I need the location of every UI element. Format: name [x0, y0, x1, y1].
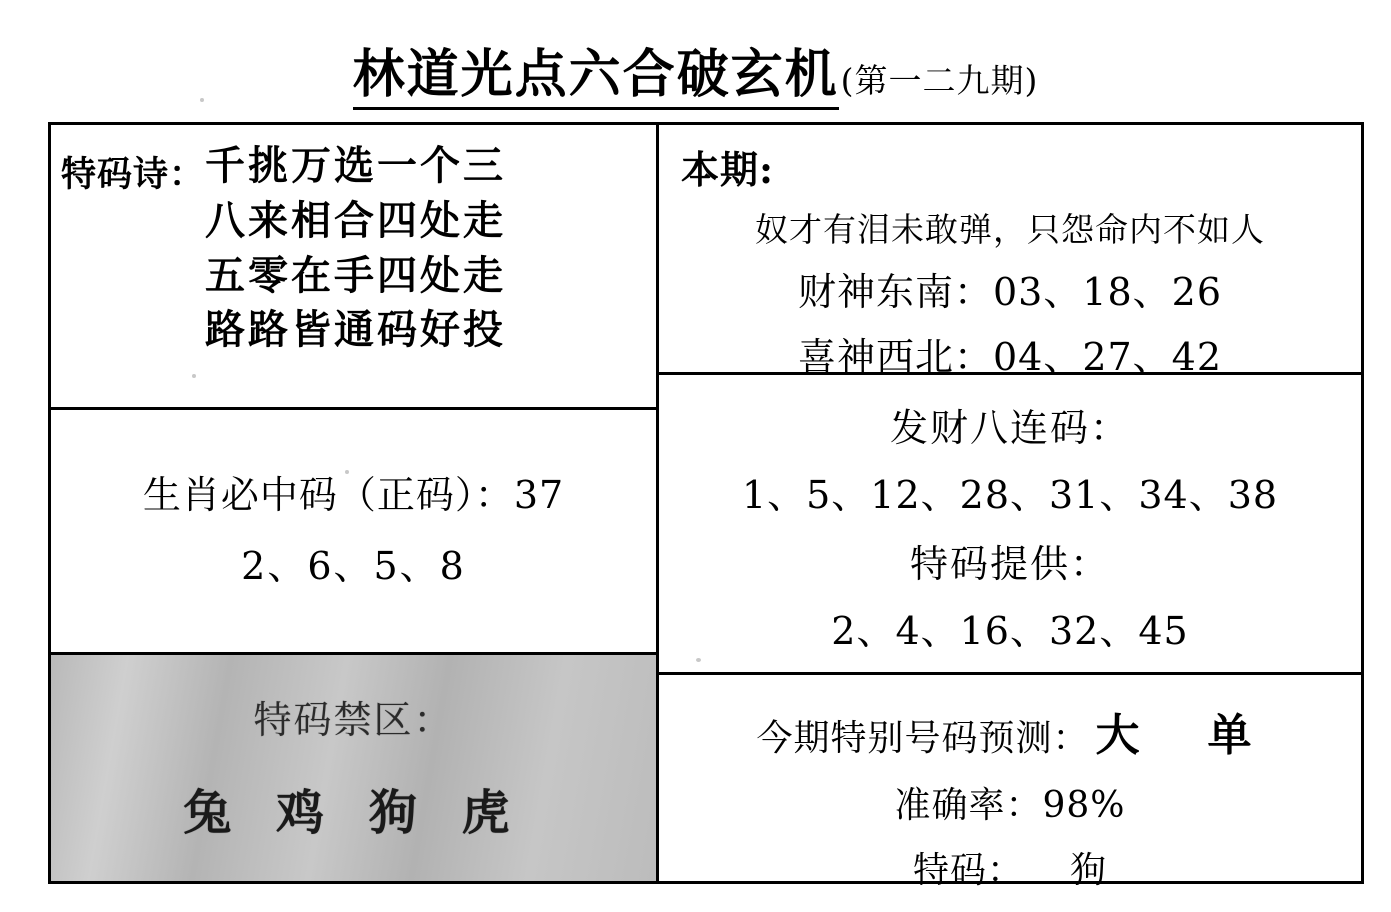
- lucky-numbers-cell: [659, 375, 1361, 675]
- zodiac-numbers: 2、6、5、8: [241, 544, 466, 588]
- special-code-value: 狗: [1070, 850, 1108, 891]
- prediction-cell: [659, 675, 1361, 891]
- left-column: [51, 125, 659, 881]
- this-period-label: 本期:: [681, 147, 775, 192]
- special-code-row: [659, 842, 1361, 893]
- poem-cell: [51, 125, 656, 410]
- joy-god-line: 喜神西北：04、27、42: [797, 335, 1223, 379]
- prediction-label: 今期特别号码预测：: [756, 718, 1090, 759]
- poem-line: 路路皆通码好投: [205, 306, 507, 354]
- right-column: [659, 125, 1361, 891]
- poem-line: 千挑万选一个三: [205, 142, 507, 189]
- this-period-cell: [659, 125, 1361, 379]
- poem-lines: [205, 139, 506, 358]
- forbidden-zone-animals: 兔 鸡 狗 虎: [183, 785, 524, 841]
- title-issue-text: (第一二九期): [840, 61, 1039, 100]
- poem-line: 五零在手四处走: [205, 251, 507, 299]
- special-code-numbers: 2、4、16、32、45: [831, 609, 1189, 653]
- scan-speck: [200, 98, 204, 102]
- accuracy-line: 准确率：98%: [894, 785, 1126, 826]
- special-code-title: 特码提供：: [909, 542, 1110, 586]
- poem-label: 特码诗：: [61, 154, 206, 195]
- content-frame: [48, 122, 1364, 891]
- wealth-god-line: 财神东南：03、18、26: [797, 270, 1223, 314]
- lucky-eight-title: 发财八连码：: [889, 406, 1130, 450]
- forbidden-zone-title: 特码禁区：: [253, 698, 454, 742]
- prediction-value: 大 单: [1095, 710, 1264, 761]
- poem-line: 八来相合四处走: [205, 196, 507, 244]
- page-title: [0, 32, 1391, 107]
- zodiac-main-code: 生肖必中码（正码）：37: [142, 473, 565, 517]
- lucky-eight-numbers: 1、5、12、28、31、34、38: [741, 473, 1279, 517]
- special-code-label: 特码：: [912, 850, 1024, 891]
- prediction-row: [659, 699, 1361, 763]
- title-main-text: 林道光点六合破玄机: [353, 44, 839, 110]
- period-verse: 奴才有泪未敢弹，只怨命内不如人: [755, 210, 1265, 249]
- forbidden-zone-cell: [51, 655, 656, 881]
- zodiac-cell: [51, 410, 656, 655]
